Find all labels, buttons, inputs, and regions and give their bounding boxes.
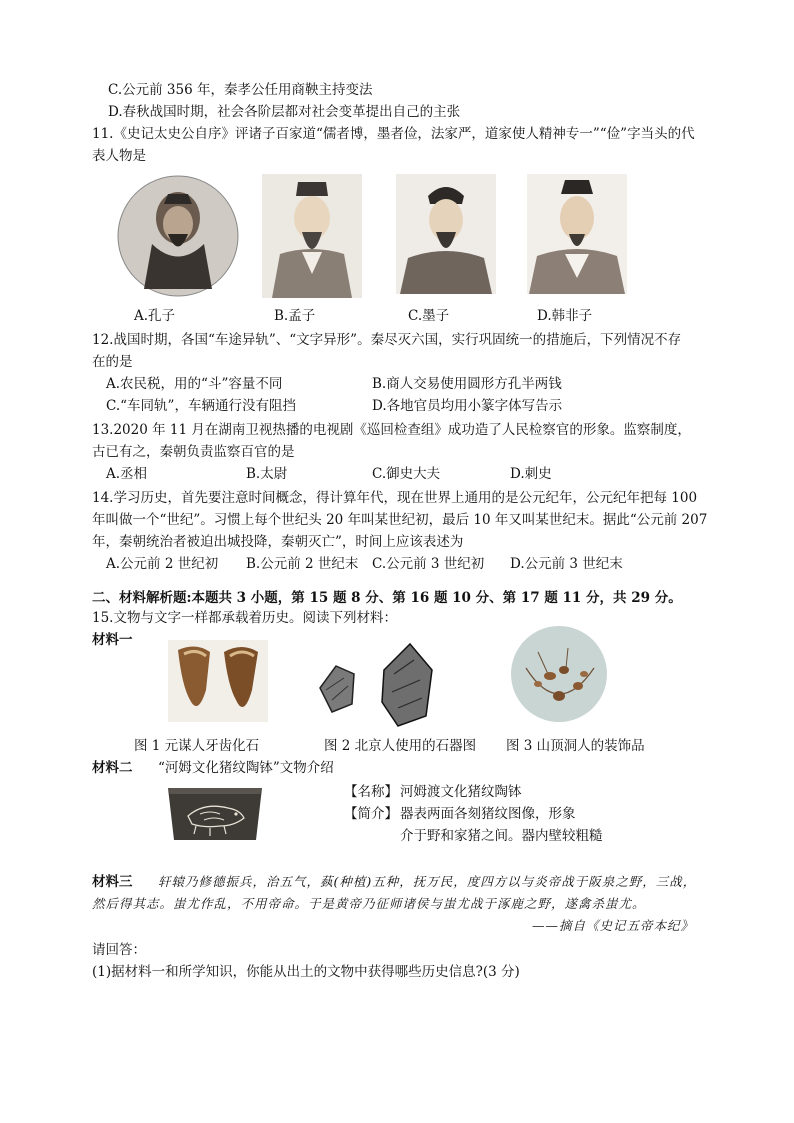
q10-option-c: C.公元前 356 年，秦孝公任用商鞅主持变法 — [108, 82, 373, 98]
portrait-confucius — [112, 174, 244, 298]
q13-option-b: B.太尉 — [246, 466, 288, 482]
q14-option-b: B.公元前 2 世纪末 — [246, 556, 359, 572]
q13-option-d: D.刺史 — [510, 466, 552, 482]
q11-option-b: B.孟子 — [274, 308, 316, 324]
q13-stem-line1: 13.2020 年 11 月在湖南卫视热播的电视剧《巡回检查组》成功造了人民检察官的形象。监察制度， — [92, 422, 691, 438]
material-2-label: 材料二 — [92, 760, 133, 776]
figure-pig-pattern-bowl — [164, 782, 266, 846]
q12-stem-line1: 12.战国时期，各国“车途异轨”、“文字异形”。秦尽灭六国，实行巩固统一的措施后，下列情况不存 — [92, 332, 682, 348]
q15-stem: 15.文物与文字一样都承载着历史。阅读下列材料： — [92, 610, 397, 626]
bowl-name-label: 【名称】 — [344, 784, 398, 800]
material-3-label: 材料三 — [92, 874, 133, 890]
q11-option-a: A.孔子 — [134, 308, 176, 324]
q11-option-d: D.韩非子 — [537, 308, 593, 324]
caption-figure-3: 图 3 山顶洞人的装饰品 — [506, 738, 645, 754]
q12-option-c: C.“车同轨”，车辆通行没有阻挡 — [106, 398, 296, 414]
bowl-intro-label: 【简介】 — [344, 806, 398, 822]
material-3-text-line2: 然后得其志。蚩尤作乱，不用帝命。于是黄帝乃征师诸侯与蚩尤战于涿鹿之野，遂禽杀蚩尤。 — [92, 896, 646, 911]
portrait-mozi — [396, 174, 496, 294]
section-2-heading: 二、材料解析题:本题共 3 小题，第 15 题 8 分、第 16 题 10 分、第 17 题 11 分，共 29 分。 — [92, 590, 682, 606]
q14-stem-line1: 14.学习历史，首先要注意时间概念，得计算年代，现在世界上通用的是公元纪年，公元纪年把每 100 — [92, 490, 698, 506]
figure-upper-cave-ornaments — [508, 624, 610, 724]
caption-figure-2: 图 2 北京人使用的石器图 — [324, 738, 477, 754]
bowl-name-value: 河姆渡文化猪纹陶钵 — [400, 784, 522, 800]
q14-stem-line3: 年，秦朝统治者被迫出城投降，秦朝灭亡”，时间上应该表述为 — [92, 534, 464, 550]
q15-subquestion-1: (1)据材料一和所学知识，你能从出土的文物中获得哪些历史信息?(3 分) — [92, 964, 520, 980]
q11-stem-line2: 表人物是 — [92, 148, 146, 164]
material-3-source: ——摘自《史记五帝本纪》 — [532, 918, 695, 933]
q12-option-a: A.农民税，用的“斗”容量不同 — [106, 376, 283, 392]
q12-option-d: D.各地官员均用小篆字体写告示 — [372, 398, 563, 414]
portrait-mencius — [262, 174, 362, 298]
material-3-text-line1: 轩辕乃修德振兵，治五气，蓺(种植)五种，抚万民，度四方以与炎帝战于阪泉之野，三战， — [158, 874, 697, 889]
q13-stem-line2: 古已有之，秦朝负责监察百官的是 — [92, 444, 295, 460]
material-1-label: 材料一 — [92, 632, 133, 648]
q10-option-d: D.春秋战国时期，社会各阶层都对社会变革提出自己的主张 — [108, 104, 461, 120]
q13-option-c: C.御史大夫 — [372, 466, 441, 482]
q14-option-a: A.公元前 2 世纪初 — [106, 556, 219, 572]
bowl-intro-line2: 介于野和家猪之间。器内壁较粗糙 — [400, 828, 603, 844]
q14-option-d: D.公元前 3 世纪末 — [510, 556, 623, 572]
figure-peking-man-stone-tools — [314, 640, 444, 730]
q11-option-c: C.墨子 — [408, 308, 450, 324]
q14-stem-line2: 年叫做一个“世纪”。习惯上每个世纪头 20 年叫某世纪初，最后 10 年又叫某世纪末。据此“公元前 207 — [92, 512, 708, 528]
bowl-intro-line1: 器表两面各刻猪纹图像，形象 — [400, 806, 576, 822]
q12-stem-line2: 在的是 — [92, 354, 133, 370]
portrait-hanfeizi — [527, 174, 627, 294]
q14-option-c: C.公元前 3 世纪初 — [372, 556, 485, 572]
q13-option-a: A.丞相 — [106, 466, 148, 482]
figure-yuanmou-teeth — [168, 640, 268, 722]
answer-prompt: 请回答： — [92, 942, 146, 958]
caption-figure-1: 图 1 元谋人牙齿化石 — [134, 738, 260, 754]
q11-stem-line1: 11.《史记太史公自序》评诸子百家道“儒者博，墨者俭，法家严，道家使人精神专一”“俭”字当头的代 — [92, 126, 695, 142]
q12-option-b: B.商人交易使用圆形方孔半两钱 — [372, 376, 562, 392]
material-2-title: “河姆文化猪纹陶钵”文物介绍 — [158, 760, 334, 776]
